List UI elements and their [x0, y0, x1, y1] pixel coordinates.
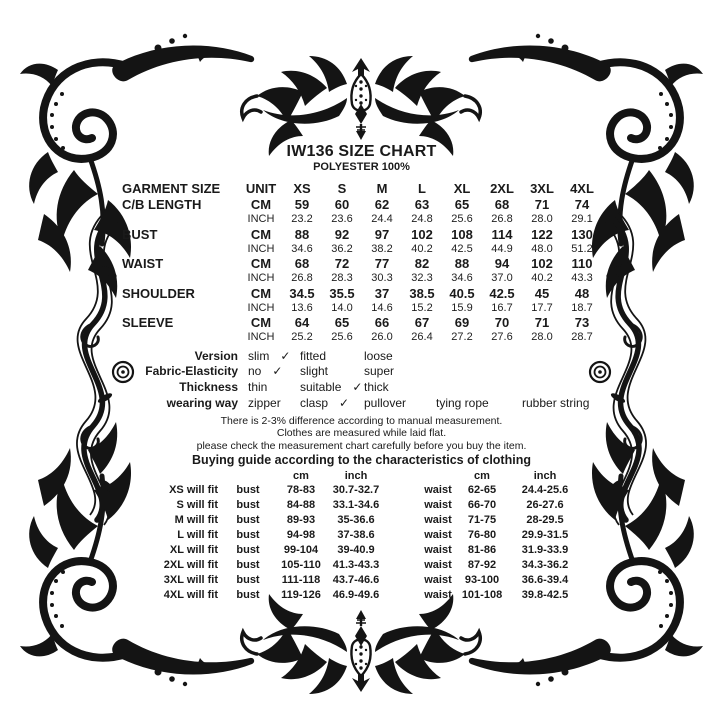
attribute-option-text: tying rope [436, 395, 489, 410]
measurement-value-cm: 34.5 [289, 285, 315, 301]
measurement-name: C/B LENGTH [122, 197, 202, 212]
attribute-option-text: loose [364, 348, 393, 363]
fabric-subtitle: POLYESTER 100% [313, 161, 410, 173]
measurement-value-inch: 40.2 [531, 272, 553, 284]
guide-size-label: XL will fit [169, 544, 218, 557]
measurement-value-inch: 26.8 [291, 272, 313, 284]
guide-bust-label: bust [236, 559, 260, 572]
measurement-value-cm: 68 [494, 197, 510, 212]
guide-bust-label: bust [236, 574, 260, 587]
guide-bust-label: bust [236, 499, 260, 512]
measurement-value-inch: 30.3 [371, 272, 393, 284]
measurement-value-inch: 15.2 [411, 301, 433, 314]
measurement-value-inch: 24.8 [411, 213, 433, 225]
attribute-option [426, 396, 512, 412]
measurement-value-inch: 15.9 [451, 301, 473, 314]
guide-waist-label: waist [424, 574, 452, 587]
attribute-option [290, 396, 354, 412]
guide-waist-inch: 28-29.5 [526, 514, 564, 527]
attribute-option [512, 396, 622, 412]
measurement-value-inch: 36.2 [331, 242, 353, 255]
measurement-value-inch: 23.6 [331, 213, 353, 225]
guide-waist-inch: 31.9-33.9 [521, 544, 569, 557]
unit-cm-label: CM [250, 197, 272, 212]
measurement-inch-row [122, 272, 723, 286]
attribute-option-text: suitable [300, 380, 342, 395]
size-column-header: XL [453, 181, 471, 196]
size-table-header-row [122, 181, 723, 197]
attribute-option-text: no [248, 364, 262, 379]
measurement-value-cm: 69 [454, 315, 470, 330]
measurement-value-cm: 97 [374, 226, 390, 242]
attribute-option-text: clasp [300, 395, 329, 410]
guide-waist-inch: 36.6-39.4 [521, 574, 569, 587]
size-column-header: M [376, 181, 388, 196]
measurement-name: SHOULDER [122, 285, 195, 301]
guide-waist-cm: 81-86 [467, 544, 497, 557]
measurement-value-inch: 28.0 [531, 331, 553, 343]
size-column-header: XS [293, 181, 311, 196]
guide-size-label: 2XL will fit [163, 559, 218, 572]
guide-waist-cm: 66-70 [467, 499, 497, 512]
guide-waist-label: waist [424, 499, 452, 512]
guide-waist-label: waist [424, 514, 452, 527]
size-column-header: S [337, 181, 347, 196]
measurement-value-inch: 38.2 [371, 242, 393, 255]
measurement-inch-row [122, 331, 723, 345]
measurement-value-inch: 37.0 [491, 272, 513, 284]
measurement-value-cm: 82 [414, 256, 430, 271]
measurement-cm-row [122, 256, 723, 272]
guide-size-label: 4XL will fit [163, 589, 218, 602]
guide-waist-label: waist [424, 529, 452, 542]
page-title: IW136 SIZE CHART [286, 143, 437, 160]
guide-waist-inch: 24.4-25.6 [521, 484, 569, 497]
measurement-value-cm: 40.5 [449, 285, 475, 301]
attribute-option-text: thin [248, 380, 268, 395]
attribute-option [238, 364, 290, 380]
guide-col-header: cm [474, 470, 490, 483]
size-column-header: 2XL [490, 181, 514, 196]
measurement-value-inch: 14.6 [371, 301, 393, 314]
measurement-value-cm: 68 [294, 256, 310, 271]
guide-bust-label: bust [236, 484, 260, 497]
unit-cm-label: CM [250, 256, 272, 271]
guide-bust-cm: 119-126 [281, 589, 321, 602]
measurement-value-inch: 23.2 [291, 213, 313, 225]
measurement-value-cm: 108 [451, 226, 473, 242]
measurement-value-inch: 40.2 [411, 242, 433, 255]
measurement-value-cm: 74 [574, 197, 590, 212]
check-icon: ✓ [352, 380, 363, 395]
attribute-option-text: rubber string [522, 395, 590, 410]
measurement-value-inch: 16.7 [491, 301, 513, 314]
guide-bust-inch: 46.9-49.6 [332, 589, 380, 602]
attribute-option-text: super [364, 364, 395, 379]
measurement-value-inch: 44.9 [491, 242, 513, 255]
measurement-value-cm: 71 [534, 197, 550, 212]
buying-guide-table [130, 469, 723, 603]
guide-row [130, 483, 723, 498]
attribute-option [354, 380, 426, 396]
measurement-value-cm: 88 [294, 226, 310, 242]
measurement-value-inch: 25.6 [451, 213, 473, 225]
measurement-value-cm: 73 [574, 315, 590, 330]
measurement-value-cm: 59 [294, 197, 310, 212]
guide-bust-cm: 99-104 [283, 544, 319, 557]
attribute-option [238, 380, 290, 396]
note-line: Clothes are measured while laid flat. [276, 427, 447, 440]
attribute-row [0, 396, 723, 412]
measurement-notes [0, 415, 723, 453]
attribute-option-text: pullover [364, 395, 407, 410]
guide-waist-inch: 34.3-36.2 [521, 559, 569, 572]
check-icon: ✓ [280, 348, 291, 363]
guide-waist-inch: 29.9-31.5 [521, 529, 569, 542]
measurement-value-cm: 37 [374, 285, 390, 301]
attribute-option [354, 364, 426, 380]
guide-waist-cm: 71-75 [467, 514, 497, 527]
attribute-option [238, 396, 290, 412]
measurement-value-inch: 26.0 [371, 331, 393, 343]
guide-bust-inch: 43.7-46.6 [332, 574, 380, 587]
attribute-option-text: thick [364, 380, 389, 395]
measurement-value-cm: 45 [534, 285, 550, 301]
guide-row [130, 513, 723, 528]
measurement-value-cm: 38.5 [409, 285, 435, 301]
measurement-value-inch: 25.6 [331, 331, 353, 343]
attribute-option [354, 396, 426, 412]
attributes-table [0, 349, 723, 412]
measurement-value-cm: 48 [574, 285, 590, 301]
guide-bust-inch: 41.3-43.3 [332, 559, 380, 572]
guide-row [130, 498, 723, 513]
measurement-value-inch: 24.4 [371, 213, 393, 225]
guide-bust-inch: 33.1-34.6 [332, 499, 380, 512]
garment-size-header: GARMENT SIZE [122, 181, 221, 196]
measurement-value-inch: 14.0 [331, 301, 353, 314]
attribute-row [0, 349, 723, 365]
unit-inch-label: INCH [247, 301, 275, 314]
measurement-value-cm: 35.5 [329, 285, 355, 301]
measurement-value-cm: 67 [414, 315, 430, 330]
attribute-row [0, 380, 723, 396]
measurement-name: WAIST [122, 256, 164, 271]
measurement-value-cm: 42.5 [489, 285, 515, 301]
measurement-cm-row [122, 286, 723, 302]
guide-header-row [130, 469, 723, 483]
measurement-name: SLEEVE [122, 315, 174, 330]
guide-bust-inch: 39-40.9 [337, 544, 375, 557]
guide-bust-inch: 30.7-32.7 [332, 484, 380, 497]
check-icon: ✓ [272, 364, 283, 379]
measurement-value-cm: 122 [531, 226, 553, 242]
buying-guide-heading: Buying guide according to the characteristics of clothing [192, 453, 531, 468]
measurement-value-cm: 62 [374, 197, 390, 212]
measurement-value-cm: 102 [411, 226, 433, 242]
guide-waist-cm: 93-100 [464, 574, 500, 587]
guide-bust-cm: 105-110 [281, 559, 321, 572]
measurement-value-cm: 60 [334, 197, 350, 212]
note-line: please check the measurement chart carefully before you buy the item. [196, 439, 527, 452]
measurement-value-inch: 51.2 [571, 242, 593, 255]
unit-cm-label: CM [250, 315, 272, 330]
attribute-option-text: slim [248, 348, 270, 363]
measurement-value-inch: 34.6 [451, 272, 473, 284]
measurement-name: BUST [122, 226, 158, 242]
measurement-value-inch: 28.3 [331, 272, 353, 284]
guide-row [130, 528, 723, 543]
measurement-value-inch: 26.4 [411, 331, 433, 343]
unit-inch-label: INCH [247, 213, 275, 225]
measurement-cm-row [122, 197, 723, 213]
note-line: There is 2-3% difference according to manual measurement. [220, 414, 503, 427]
guide-col-header: inch [533, 470, 557, 483]
measurement-inch-row [122, 243, 723, 257]
guide-waist-cm: 76-80 [467, 529, 497, 542]
measurement-value-inch: 29.1 [571, 213, 593, 225]
measurement-value-inch: 17.7 [531, 301, 553, 314]
attribute-option-text: fitted [300, 348, 327, 363]
attribute-row [0, 364, 723, 380]
attribute-label: Version [194, 348, 238, 363]
guide-row [130, 588, 723, 603]
unit-inch-label: INCH [247, 242, 275, 255]
measurement-value-cm: 114 [491, 226, 513, 242]
guide-size-label: 3XL will fit [163, 574, 218, 587]
guide-size-label: S will fit [176, 499, 218, 512]
guide-waist-label: waist [424, 589, 452, 602]
attribute-option-text: zipper [248, 395, 281, 410]
measurement-value-inch: 27.6 [491, 331, 513, 343]
guide-bust-label: bust [236, 589, 260, 602]
size-column-header: L [418, 181, 426, 196]
guide-bust-label: bust [236, 529, 260, 542]
guide-row [130, 543, 723, 558]
guide-row [130, 573, 723, 588]
measurement-value-cm: 110 [571, 256, 593, 271]
measurement-value-cm: 77 [374, 256, 390, 271]
guide-waist-cm: 62-65 [467, 484, 497, 497]
guide-bust-cm: 94-98 [286, 529, 316, 542]
measurement-value-cm: 70 [494, 315, 510, 330]
measurement-value-inch: 42.5 [451, 242, 473, 255]
measurement-value-cm: 130 [571, 226, 593, 242]
attribute-option [354, 349, 426, 365]
guide-waist-cm: 87-92 [467, 559, 497, 572]
guide-bust-cm: 111-118 [281, 574, 321, 587]
unit-inch-label: INCH [247, 272, 275, 284]
guide-waist-inch: 26-27.6 [526, 499, 564, 512]
measurement-value-cm: 65 [454, 197, 470, 212]
attribute-option [238, 349, 290, 365]
measurement-value-inch: 18.7 [571, 301, 593, 314]
attribute-option [290, 364, 354, 380]
guide-waist-cm: 101-108 [461, 589, 503, 602]
guide-row [130, 558, 723, 573]
measurement-value-inch: 28.0 [531, 213, 553, 225]
measurement-value-cm: 66 [374, 315, 390, 330]
unit-cm-label: CM [250, 226, 272, 242]
guide-bust-cm: 84-88 [286, 499, 316, 512]
measurement-value-inch: 34.6 [291, 242, 313, 255]
guide-waist-label: waist [424, 484, 452, 497]
measurement-value-inch: 27.2 [451, 331, 473, 343]
measurement-inch-row [122, 302, 723, 316]
check-icon: ✓ [339, 395, 350, 410]
guide-waist-label: waist [424, 559, 452, 572]
guide-waist-inch: 39.8-42.5 [521, 589, 569, 602]
unit-inch-label: INCH [247, 331, 275, 343]
measurement-value-inch: 26.8 [491, 213, 513, 225]
measurement-value-cm: 64 [294, 315, 310, 330]
guide-col-header: cm [293, 470, 309, 483]
measurement-value-inch: 48.0 [531, 242, 553, 255]
guide-size-label: M will fit [174, 514, 218, 527]
size-table [122, 181, 723, 345]
measurement-value-cm: 72 [334, 256, 350, 271]
measurement-value-cm: 92 [334, 226, 350, 242]
unit-header: UNIT [245, 181, 277, 196]
measurement-value-inch: 13.6 [291, 301, 313, 314]
measurement-value-inch: 25.2 [291, 331, 313, 343]
measurement-value-inch: 32.3 [411, 272, 433, 284]
measurement-cm-row [122, 315, 723, 331]
attribute-label: Thickness [179, 380, 238, 395]
guide-bust-label: bust [236, 514, 260, 527]
measurement-value-cm: 63 [414, 197, 430, 212]
guide-size-label: XS will fit [169, 484, 218, 497]
attribute-option [290, 349, 354, 365]
measurement-value-cm: 102 [531, 256, 553, 271]
measurement-cm-row [122, 227, 723, 243]
chart-content [0, 143, 723, 603]
measurement-value-cm: 71 [534, 315, 550, 330]
measurement-value-cm: 88 [454, 256, 470, 271]
guide-bust-inch: 37-38.6 [337, 529, 375, 542]
attribute-option [290, 380, 363, 396]
guide-waist-label: waist [424, 544, 452, 557]
measurement-value-cm: 65 [334, 315, 350, 330]
guide-bust-label: bust [236, 544, 260, 557]
guide-bust-cm: 78-83 [286, 484, 316, 497]
guide-bust-inch: 35-36.6 [337, 514, 375, 527]
size-column-header: 3XL [530, 181, 554, 196]
attribute-label: Fabric-Elasticity [145, 364, 238, 379]
measurement-value-cm: 94 [494, 256, 510, 271]
guide-col-header: inch [344, 470, 368, 483]
measurement-value-inch: 28.7 [571, 331, 593, 343]
measurement-inch-row [122, 213, 723, 227]
measurement-value-inch: 43.3 [571, 272, 593, 284]
size-column-header: 4XL [570, 181, 594, 196]
unit-cm-label: CM [250, 285, 272, 301]
guide-size-label: L will fit [177, 529, 218, 542]
guide-bust-cm: 89-93 [286, 514, 316, 527]
attribute-option-text: slight [300, 364, 329, 379]
attribute-label: wearing way [166, 395, 238, 410]
